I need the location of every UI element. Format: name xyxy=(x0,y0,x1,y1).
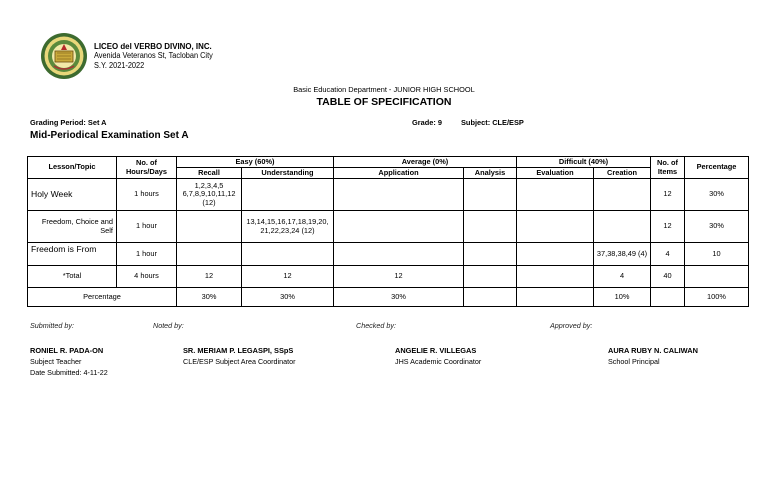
specification-table xyxy=(27,156,749,307)
header-easy: Easy (60%) xyxy=(177,157,334,168)
submitted-by-label: Submitted by: xyxy=(30,321,74,330)
approved-name: AURA RUBY N. CALIWAN xyxy=(608,346,698,355)
table-row xyxy=(28,243,749,266)
total-recall: 12 xyxy=(177,266,242,288)
header-difficult: Difficult (40%) xyxy=(517,157,651,168)
noted-name: SR. MERIAM P. LEGASPI, SSpS xyxy=(183,346,294,355)
noted-position: CLE/ESP Subject Area Coordinator xyxy=(183,357,296,366)
row-items: 4 xyxy=(651,243,685,266)
row-topic: Holy Week xyxy=(28,179,117,211)
total-row xyxy=(28,266,749,288)
school-name: LICEO del VERBO DIVINO, INC. xyxy=(94,41,212,51)
percentage-recall: 30% xyxy=(177,288,242,307)
header-application: Application xyxy=(334,168,464,179)
row-hours: 1 hour xyxy=(117,243,177,266)
exam-title: Mid-Periodical Examination Set A xyxy=(30,130,189,141)
row-understanding: 13,14,15,16,17,18,19,20, 21,22,23,24 (12) xyxy=(242,211,334,243)
table-row xyxy=(28,179,749,211)
header-evaluation: Evaluation xyxy=(517,168,594,179)
grading-period: Grading Period: Set A xyxy=(30,118,107,127)
percentage-application: 30% xyxy=(334,288,464,307)
row-percentage: 30% xyxy=(685,211,749,243)
percentage-understanding: 30% xyxy=(242,288,334,307)
row-percentage: 30% xyxy=(685,179,749,211)
header-analysis: Analysis xyxy=(464,168,517,179)
header-recall: Recall xyxy=(177,168,242,179)
percentage-row xyxy=(28,288,749,307)
row-understanding xyxy=(242,179,334,211)
row-hours: 1 hour xyxy=(117,211,177,243)
date-submitted: Date Submitted: 4-11-22 xyxy=(30,368,108,377)
document-title: TABLE OF SPECIFICATION xyxy=(316,96,452,108)
approved-position: School Principal xyxy=(608,357,660,366)
row-items: 12 xyxy=(651,179,685,211)
total-evaluation xyxy=(517,266,594,288)
submitted-position: Subject Teacher xyxy=(30,357,82,366)
row-analysis xyxy=(464,243,517,266)
percentage-creation: 10% xyxy=(594,288,651,307)
total-application: 12 xyxy=(334,266,464,288)
total-items: 40 xyxy=(651,266,685,288)
table-row xyxy=(28,211,749,243)
percentage-items xyxy=(651,288,685,307)
row-recall xyxy=(177,211,242,243)
row-percentage: 10 xyxy=(685,243,749,266)
total-label: *Total xyxy=(28,266,117,288)
row-topic: Freedom, Choice and Self xyxy=(28,211,117,243)
header-creation: Creation xyxy=(594,168,651,179)
row-creation xyxy=(594,179,651,211)
submitted-name: RONIEL R. PADA-ON xyxy=(30,346,104,355)
header-items: No. of Items xyxy=(651,157,685,179)
header-lesson: Lesson/Topic xyxy=(28,157,117,179)
department-label: Basic Education Department - JUNIOR HIGH SCHOOL xyxy=(293,85,475,94)
school-info xyxy=(94,41,223,71)
percentage-total: 100% xyxy=(685,288,749,307)
row-application xyxy=(334,211,464,243)
subject-label: Subject: CLE/ESP xyxy=(461,118,524,127)
percentage-analysis xyxy=(464,288,517,307)
header-percentage: Percentage xyxy=(685,157,749,179)
row-application xyxy=(334,243,464,266)
checked-position: JHS Academic Coordinator xyxy=(395,357,482,366)
row-topic: Freedom is From xyxy=(28,243,117,266)
noted-by-label: Noted by: xyxy=(153,321,184,330)
header-average: Average (0%) xyxy=(334,157,517,168)
row-analysis xyxy=(464,211,517,243)
header-understanding: Understanding xyxy=(242,168,334,179)
percentage-evaluation xyxy=(517,288,594,307)
row-recall: 1,2,3,4,5 6,7,8,9,10,11,12 (12) xyxy=(177,179,242,211)
approved-by-label: Approved by: xyxy=(550,321,593,330)
header-hours: No. of Hours/Days xyxy=(117,157,177,179)
total-analysis xyxy=(464,266,517,288)
row-application xyxy=(334,179,464,211)
row-understanding xyxy=(242,243,334,266)
percentage-label: Percentage xyxy=(28,288,177,307)
checked-by-label: Checked by: xyxy=(356,321,396,330)
school-seal-icon xyxy=(40,32,88,80)
total-hours: 4 hours xyxy=(117,266,177,288)
school-address: Avenida Veteranos St, Tacloban City xyxy=(94,51,213,60)
school-year: S.Y. 2021-2022 xyxy=(94,61,145,70)
row-hours: 1 hours xyxy=(117,179,177,211)
row-evaluation xyxy=(517,179,594,211)
row-recall xyxy=(177,243,242,266)
row-items: 12 xyxy=(651,211,685,243)
row-analysis xyxy=(464,179,517,211)
total-creation: 4 xyxy=(594,266,651,288)
row-evaluation xyxy=(517,243,594,266)
total-understanding: 12 xyxy=(242,266,334,288)
checked-name: ANGELIE R. VILLEGAS xyxy=(395,346,477,355)
grade-label: Grade: 9 xyxy=(412,118,442,127)
total-percentage xyxy=(685,266,749,288)
row-creation: 37,38,38,49 (4) xyxy=(594,243,651,266)
row-evaluation xyxy=(517,211,594,243)
row-creation xyxy=(594,211,651,243)
